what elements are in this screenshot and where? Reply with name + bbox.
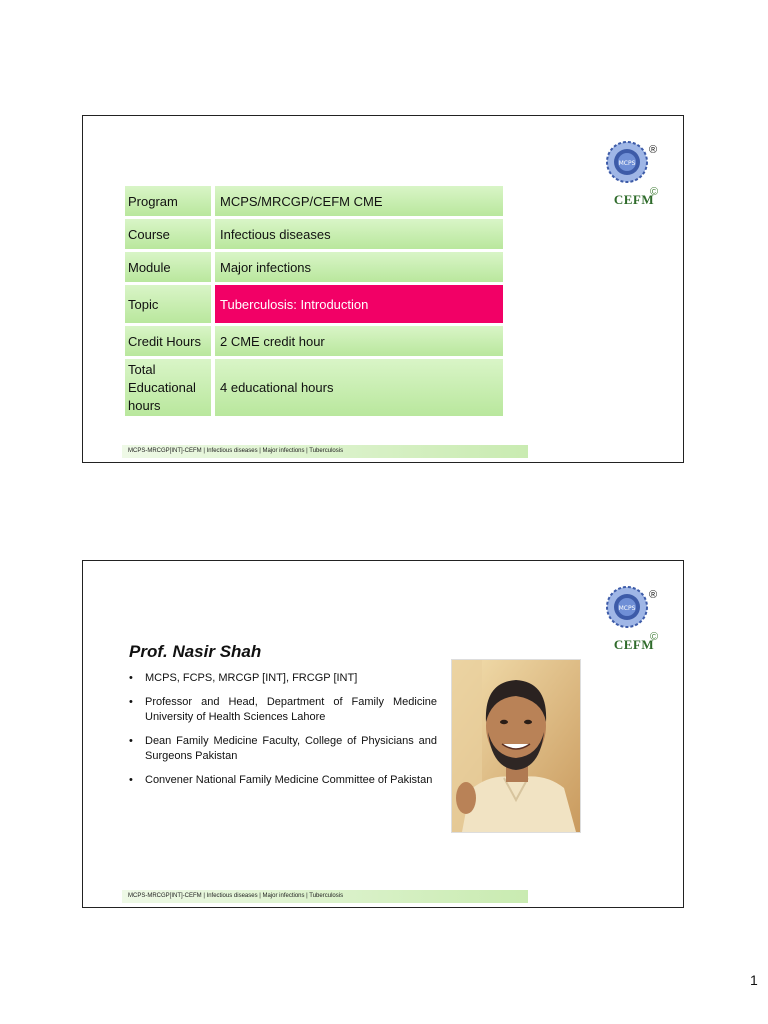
slide-course-info	[82, 115, 684, 463]
cefm-logo-text: CEFM	[613, 637, 655, 652]
registered-mark: ®	[649, 144, 658, 156]
slide-footer: MCPS-MRCGP[INT]-CEFM | Infectious diseases | Major infections | Tuberculosis	[122, 890, 528, 903]
svg-text:MCPS: MCPS	[618, 160, 636, 167]
presenter-photo	[451, 659, 581, 833]
svg-text:MCPS: MCPS	[618, 605, 636, 612]
table-row	[125, 359, 503, 416]
row-label: Total Educational hours	[125, 359, 211, 416]
cefm-logo	[605, 585, 661, 665]
table-row	[125, 186, 503, 216]
row-label: Course	[125, 219, 211, 249]
list-item: • MCPS, FCPS, MRCGP [INT], FRCGP [INT]	[129, 672, 358, 684]
slide-footer: MCPS-MRCGP[INT]-CEFM | Infectious diseases | Major infections | Tuberculosis	[122, 445, 528, 458]
table-row	[125, 326, 503, 356]
list-item: • Convener National Family Medicine Committee of Pakistan	[129, 774, 433, 786]
row-value: Infectious diseases	[215, 219, 503, 249]
page-number: 1	[750, 972, 758, 988]
table-row	[125, 219, 503, 249]
row-label: Module	[125, 252, 211, 282]
row-value: Major infections	[215, 252, 503, 282]
row-label: Program	[125, 186, 211, 216]
presenter-name: Prof. Nasir Shah	[129, 642, 262, 661]
row-label: Credit Hours	[125, 326, 211, 356]
course-info-table	[125, 186, 503, 419]
seal-icon	[605, 140, 649, 188]
row-value: 2 CME credit hour	[215, 326, 503, 356]
bullet-icon: •	[129, 774, 133, 786]
slide-presenter-info	[82, 560, 684, 908]
portrait-image	[452, 660, 580, 832]
topic-value: Tuberculosis: Introduction	[215, 285, 503, 323]
seal-icon	[605, 585, 649, 633]
presenter-credentials-list	[129, 671, 437, 797]
copyright-mark: ©	[650, 631, 659, 643]
cefm-logo-text: CEFM	[613, 192, 655, 207]
list-item: • Dean Family Medicine Faculty, College of Physicians and Surgeons Pakistan	[129, 735, 437, 762]
list-item: • Professor and Head, Department of Family Medicine University of Health Sciences Lahore	[129, 696, 437, 723]
cefm-logo	[605, 140, 661, 220]
bullet-icon: •	[129, 696, 133, 708]
bullet-icon: •	[129, 735, 133, 747]
row-value: MCPS/MRCGP/CEFM CME	[215, 186, 503, 216]
bullet-icon: •	[129, 672, 133, 684]
registered-mark: ®	[649, 589, 658, 601]
copyright-mark: ©	[650, 186, 659, 198]
row-label: Topic	[125, 285, 211, 323]
table-row	[125, 252, 503, 282]
table-row	[125, 285, 503, 323]
row-value: 4 educational hours	[215, 359, 503, 416]
